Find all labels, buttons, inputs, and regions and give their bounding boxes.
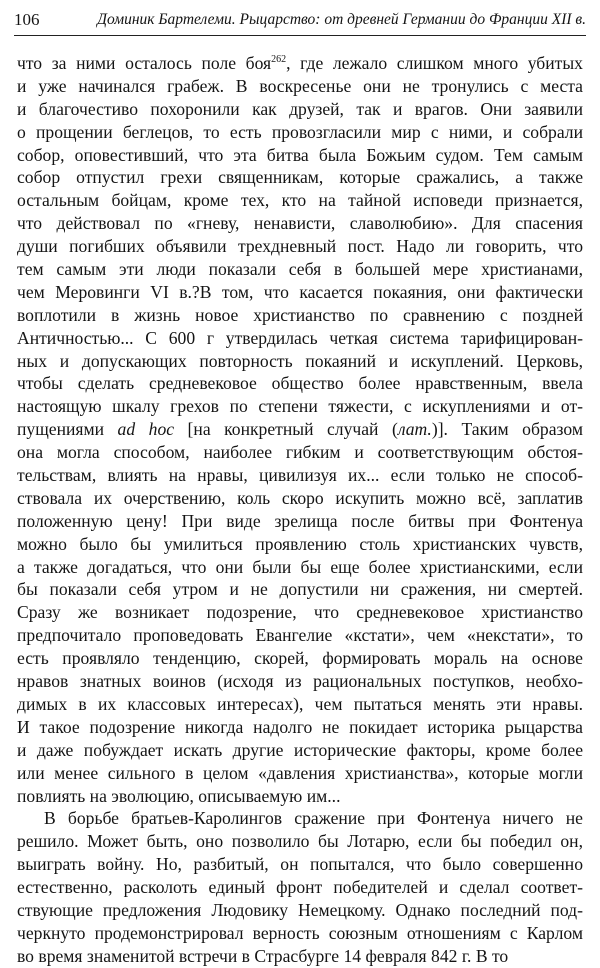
text-segment: что действовал по «гневу, ненависти, славолюбию». Для спасения (17, 213, 583, 234)
text-line (17, 601, 583, 624)
text-line (17, 922, 583, 945)
text-line (17, 75, 583, 98)
text-segment: черкнуто продемонстрировал верность союзным отношениям с Карлом (17, 922, 583, 943)
text-line (17, 716, 583, 739)
text-line (17, 235, 583, 258)
text-line (17, 281, 583, 304)
text-segment: [на конкретный случай ( (174, 419, 398, 440)
text-line (17, 144, 583, 167)
text-line (17, 418, 583, 441)
text-segment: ствующие предложения Людовику Немецкому. Однако последний под- (17, 899, 583, 920)
text-line (17, 670, 583, 693)
text-segment: пущениями (17, 419, 118, 440)
text-line (17, 624, 583, 647)
text-line (17, 189, 583, 212)
text-segment: чтобы сделать средневековое общество более нравственным, ввела (17, 373, 583, 394)
text-segment: есть проявляло тенденцию, скорей, формировать мораль на основе (17, 648, 583, 669)
text-line (17, 853, 583, 876)
text-segment: собор, оповестивший, что эта битва была Божьим судом. Тем самым (17, 144, 583, 165)
text-line (17, 166, 583, 189)
text-segment: )]. Таким образом (431, 419, 583, 440)
text-segment: Сразу же возникает подозрение, что средневековое христианство (17, 602, 583, 623)
text-line (17, 647, 583, 670)
text-segment: о прощении беглецов, то есть провозгласили мир с ними, и собрали (17, 121, 583, 142)
text-line (17, 899, 583, 922)
text-segment: остальным бойцам, кроме тех, кто на тайной исповеди признается, (17, 190, 583, 211)
text-segment: предпочитало проповедовать Евангелие «кстати», чем «некстати», то (17, 625, 583, 646)
paragraph-1 (17, 52, 583, 807)
text-line (17, 830, 583, 853)
text-line (17, 785, 583, 808)
text-line (17, 441, 583, 464)
text-segment: или менее сильного в целом «давления христианства», которые могли (17, 762, 583, 783)
text-segment: нравов знатных воинов (исходя из рациональных поступков, необхо- (17, 671, 583, 692)
running-title: Доминик Бартелеми. Рыцарство: от древней Германии до Франции XII в. (97, 11, 586, 28)
page-header (14, 8, 586, 36)
text-line (17, 98, 583, 121)
text-segment: чем Меровинги VI в.?В том, что касается покаяния, они фактически (17, 281, 583, 302)
text-segment: и уже начинался грабеж. В воскресенье они не тронулись с места (17, 75, 583, 96)
text-line (17, 464, 583, 487)
text-segment: ных и допускающих повторность покаяний и искуплений. Церковь, (17, 350, 583, 371)
text-segment: а также догадаться, что они были бы еще более христианскими, если (17, 556, 583, 577)
text-segment: воплотили в жизнь новое христианство по сравнению с поздней (17, 304, 583, 325)
text-segment: собор отпустил грехи священникам, которые сражались, а также (17, 167, 583, 188)
text-line (17, 52, 583, 75)
text-segment: естественно, расколоть единый фронт победителей и сделал соответ- (17, 877, 583, 898)
text-line (17, 304, 583, 327)
text-segment: ствовала их очерствению, коль скоро искупить можно всё, заплатив (17, 487, 583, 508)
text-segment: и даже побуждает искать другие исторические факторы, кроме более (17, 739, 583, 760)
text-line (17, 533, 583, 556)
page-number: 106 (14, 10, 40, 29)
footnote-ref: 262 (271, 54, 287, 66)
italic-term: ad hoc (117, 419, 175, 440)
text-line (17, 395, 583, 418)
text-segment: тельствам, влиять на нравы, цивилизуя их... если только не способ- (17, 465, 583, 486)
text-line (17, 762, 583, 785)
text-segment: бы показали себя утром и не допустили ни сражения, ни смертей. (17, 579, 583, 600)
text-line (17, 578, 583, 601)
text-line (17, 807, 583, 830)
text-line (17, 350, 583, 373)
text-segment: И такое подозрение никогда надолго не покидает историка рыцарства (17, 716, 583, 737)
text-line (17, 487, 583, 510)
text-segment: и благочестиво похоронили как друзей, так и врагов. Они заявили (17, 98, 583, 119)
text-line (17, 327, 583, 350)
body-text (17, 52, 583, 968)
text-segment: Античностью... С 600 г утвердилась четкая система тарифицирован- (17, 327, 583, 348)
text-segment: решило. Может быть, оно позволило бы Лотарю, если бы победил он, (17, 831, 583, 852)
text-segment: выиграть войну. Но, разбитый, он попытался, что было совершенно (17, 854, 583, 875)
text-segment: можно было бы умилиться проявлению столь христианских чувств, (17, 533, 583, 554)
text-segment: она могла способом, наиболее гибким и соответствующим обстоя- (17, 442, 583, 463)
text-line (17, 121, 583, 144)
text-line (17, 739, 583, 762)
text-segment: положенную цену! При виде зрелища после битвы при Фонтенуа (17, 510, 583, 531)
text-line (17, 258, 583, 281)
text-line (17, 693, 583, 716)
paragraph-2 (17, 807, 583, 967)
text-segment: димых в их классовых интересах), чем пытаться менять эти нравы. (17, 693, 583, 714)
text-line (17, 212, 583, 235)
text-segment: во время знаменитой встречи в Страсбурге 14 февраля 842 г. В то (17, 945, 509, 966)
text-segment: что за ними осталось поле боя (17, 53, 272, 73)
text-segment: повлиять на эволюцию, описываемую им... (17, 785, 341, 806)
text-line (17, 510, 583, 533)
text-segment: В борьбе братьев-Каролингов сражение при Фонтенуа ничего не (44, 808, 583, 829)
text-line (17, 556, 583, 579)
text-segment: настоящую шкалу грехов по степени тяжести, с искуплениями и от- (17, 396, 583, 417)
text-line (17, 945, 583, 968)
text-segment: души погибших объявили трехдневный пост. Надо ли говорить, что (17, 236, 583, 257)
text-segment: тем самым эти люди показали себя в большей мере христианами, (17, 259, 583, 280)
text-line (17, 372, 583, 395)
text-line (17, 876, 583, 899)
italic-term: лат. (397, 419, 432, 440)
text-segment: , где лежало слишком много убитых (286, 53, 583, 73)
